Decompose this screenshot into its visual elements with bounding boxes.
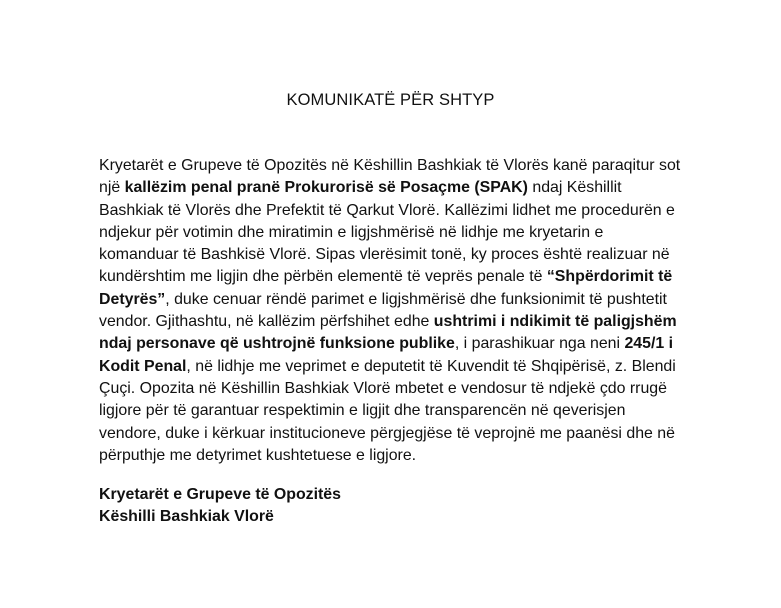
body-line: [99, 356, 699, 378]
body-bold-text: “Shpërdorimit të: [546, 268, 673, 286]
body-text-run: vendor. Gjithashtu, në kallëzim përfshihet edhe: [99, 313, 434, 331]
body-line: [99, 266, 699, 288]
body-bold-text: ndaj personave që ushtrojnë funksione publike: [99, 335, 455, 353]
signature-line-1: Kryetarët e Grupeve të Opozitës: [99, 486, 341, 503]
body-text-run: ndjekur për votimin dhe miratimin e ligjshmërisë në lidhje me kryetarin e: [99, 223, 604, 241]
body-line: [99, 289, 699, 311]
body-line: [99, 445, 699, 467]
body-text-run: Bashkiak të Vlorës dhe Prefektit të Qarkut Vlorë. Kallëzimi lidhet me procedurën e: [99, 201, 675, 219]
body-line: [99, 423, 699, 445]
body-text-run: , duke cenuar rëndë parimet e ligjshmërisë dhe funksionimit të pushtetit: [165, 290, 667, 308]
signature-block: [99, 484, 341, 529]
body-text-run: një: [99, 179, 125, 197]
body-text-run: , në lidhje me veprimet e deputetit të Kuvendit të Shqipërisë, z. Blendi: [186, 357, 676, 375]
press-release-body: [99, 155, 699, 467]
body-text-run: Kryetarët e Grupeve të Opozitës në Këshillin Bashkiak të Vlorës kanë paraqitur sot: [99, 157, 681, 174]
body-text-run: Çuçi. Opozita në Këshillin Bashkiak Vlorë mbetet e vendosur të ndjekë çdo rrugë: [99, 379, 667, 397]
page-title: KOMUNIKATË PËR SHTYP: [286, 91, 495, 109]
body-bold-text: Detyrës”: [99, 290, 166, 308]
body-text-run: kundërshtim me ligjin dhe përbën elementë të veprës penale të: [99, 268, 547, 286]
body-bold-text: 245/1 i: [624, 335, 674, 353]
body-bold-text: ushtrimi i ndikimit të paligjshëm: [433, 313, 677, 331]
body-line: [99, 311, 699, 333]
body-line: [99, 222, 699, 244]
signature-line-2: Këshilli Bashkiak Vlorë: [99, 508, 274, 526]
body-bold-text: kallëzim penal pranë Prokurorisë së Posaçme (SPAK): [124, 179, 528, 197]
body-text-run: përputhje me detyrimet kushtetuese e ligjore.: [99, 446, 417, 464]
body-line: [99, 244, 699, 266]
body-text-run: ligjore për të garantuar respektimin e ligjit dhe transparencën në qeverisjen: [99, 402, 626, 420]
body-text-run: komanduar të Bashkisë Vlorë. Sipas vlerësimit tonë, ky proces është realizuar në: [99, 246, 670, 264]
body-line: [99, 400, 699, 422]
body-line: [99, 177, 699, 199]
body-line: [99, 378, 699, 400]
body-line: [99, 333, 699, 355]
body-line: [99, 200, 699, 222]
body-line: [99, 155, 699, 177]
body-bold-text: Kodit Penal: [99, 357, 187, 375]
body-text-run: vendore, duke i kërkuar institucioneve përgjegjëse të veprojnë me paanësi dhe në: [99, 424, 675, 442]
body-text-run: ndaj Këshillit: [527, 179, 622, 197]
body-text-run: , i parashikuar nga neni: [454, 335, 625, 353]
